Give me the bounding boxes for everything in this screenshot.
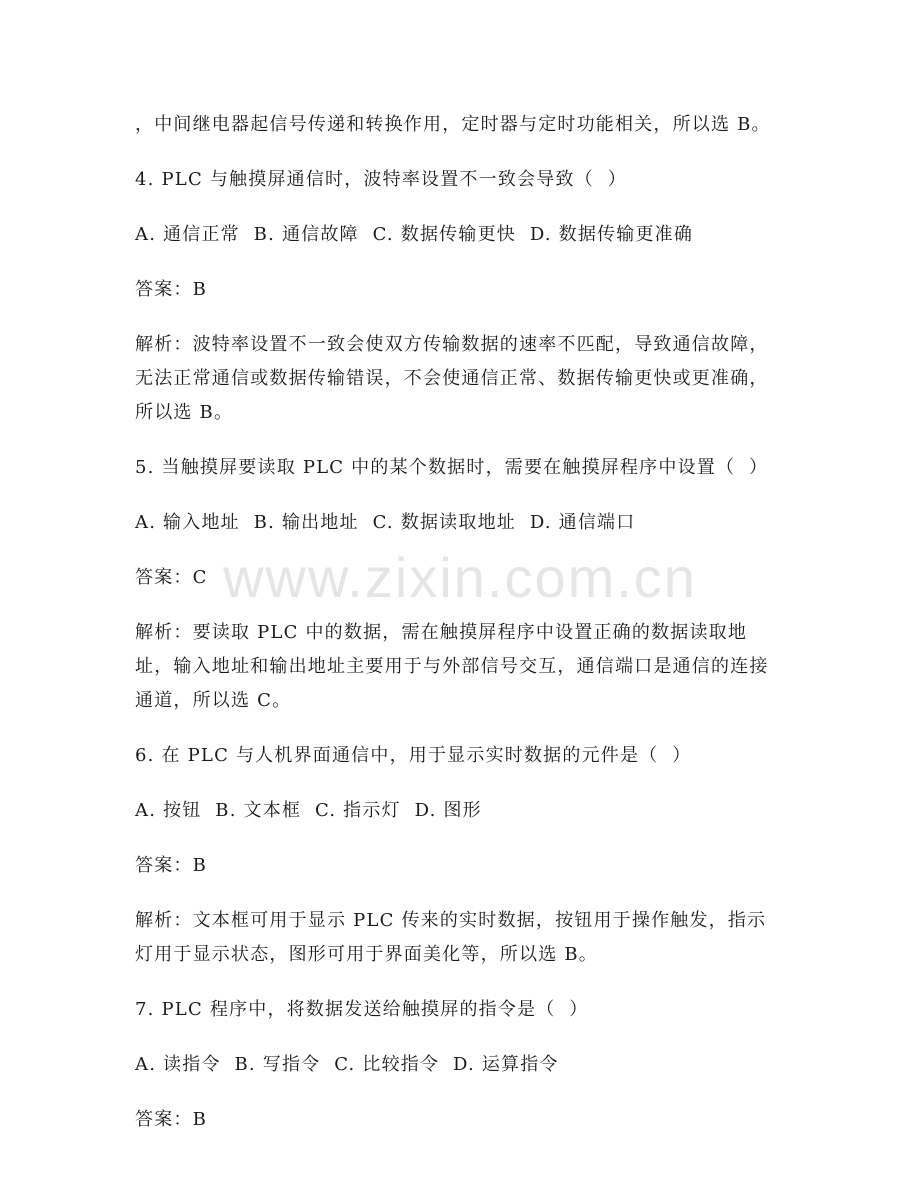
- question-4-options: A. 通信正常 B. 通信故障 C. 数据传输更快 D. 数据传输更准确: [135, 224, 694, 245]
- question-7-answer: 答案：B: [135, 1109, 208, 1130]
- paragraph-continuation: ，中间继电器起信号传递和转换作用，定时器与定时功能相关，所以选 B。: [135, 114, 771, 135]
- question-5: 5. 当触摸屏要读取 PLC 中的某个数据时，需要在触摸屏程序中设置（ ）: [135, 457, 769, 478]
- document-body: [135, 108, 775, 1158]
- question-5-explanation: 解析：要读取 PLC 中的数据，需在触摸屏程序中设置正确的数据读取地址，输入地址和输出地址主要用于与外部信号交互，通信端口是通信的连接通道，所以选 C。: [135, 622, 769, 711]
- question-4-answer: 答案：B: [135, 279, 208, 300]
- question-5-answer: 答案：C: [135, 567, 208, 588]
- question-7-options: A. 读指令 B. 写指令 C. 比较指令 D. 运算指令: [135, 1054, 559, 1075]
- question-4: 4. PLC 与触摸屏通信时，波特率设置不一致会导致（ ）: [135, 169, 627, 190]
- question-6-answer: 答案：B: [135, 855, 208, 876]
- question-6: 6. 在 PLC 与人机界面通信中，用于显示实时数据的元件是（ ）: [135, 745, 692, 766]
- question-5-options: A. 输入地址 B. 输出地址 C. 数据读取地址 D. 通信端口: [135, 512, 636, 533]
- question-7: 7. PLC 程序中，将数据发送给触摸屏的指令是（ ）: [135, 999, 589, 1020]
- watermark: www.zixin.com.cn: [223, 546, 697, 609]
- question-4-explanation: 解析：波特率设置不一致会使双方传输数据的速率不匹配，导致通信故障，无法正常通信或数据传输错误，不会使通信正常、数据传输更快或更准确，所以选 B。: [135, 334, 769, 423]
- question-6-options: A. 按钮 B. 文本框 C. 指示灯 D. 图形: [135, 800, 482, 821]
- question-6-explanation: 解析：文本框可用于显示 PLC 传来的实时数据，按钮用于操作触发，指示灯用于显示状态，图形可用于界面美化等，所以选 B。: [135, 910, 767, 965]
